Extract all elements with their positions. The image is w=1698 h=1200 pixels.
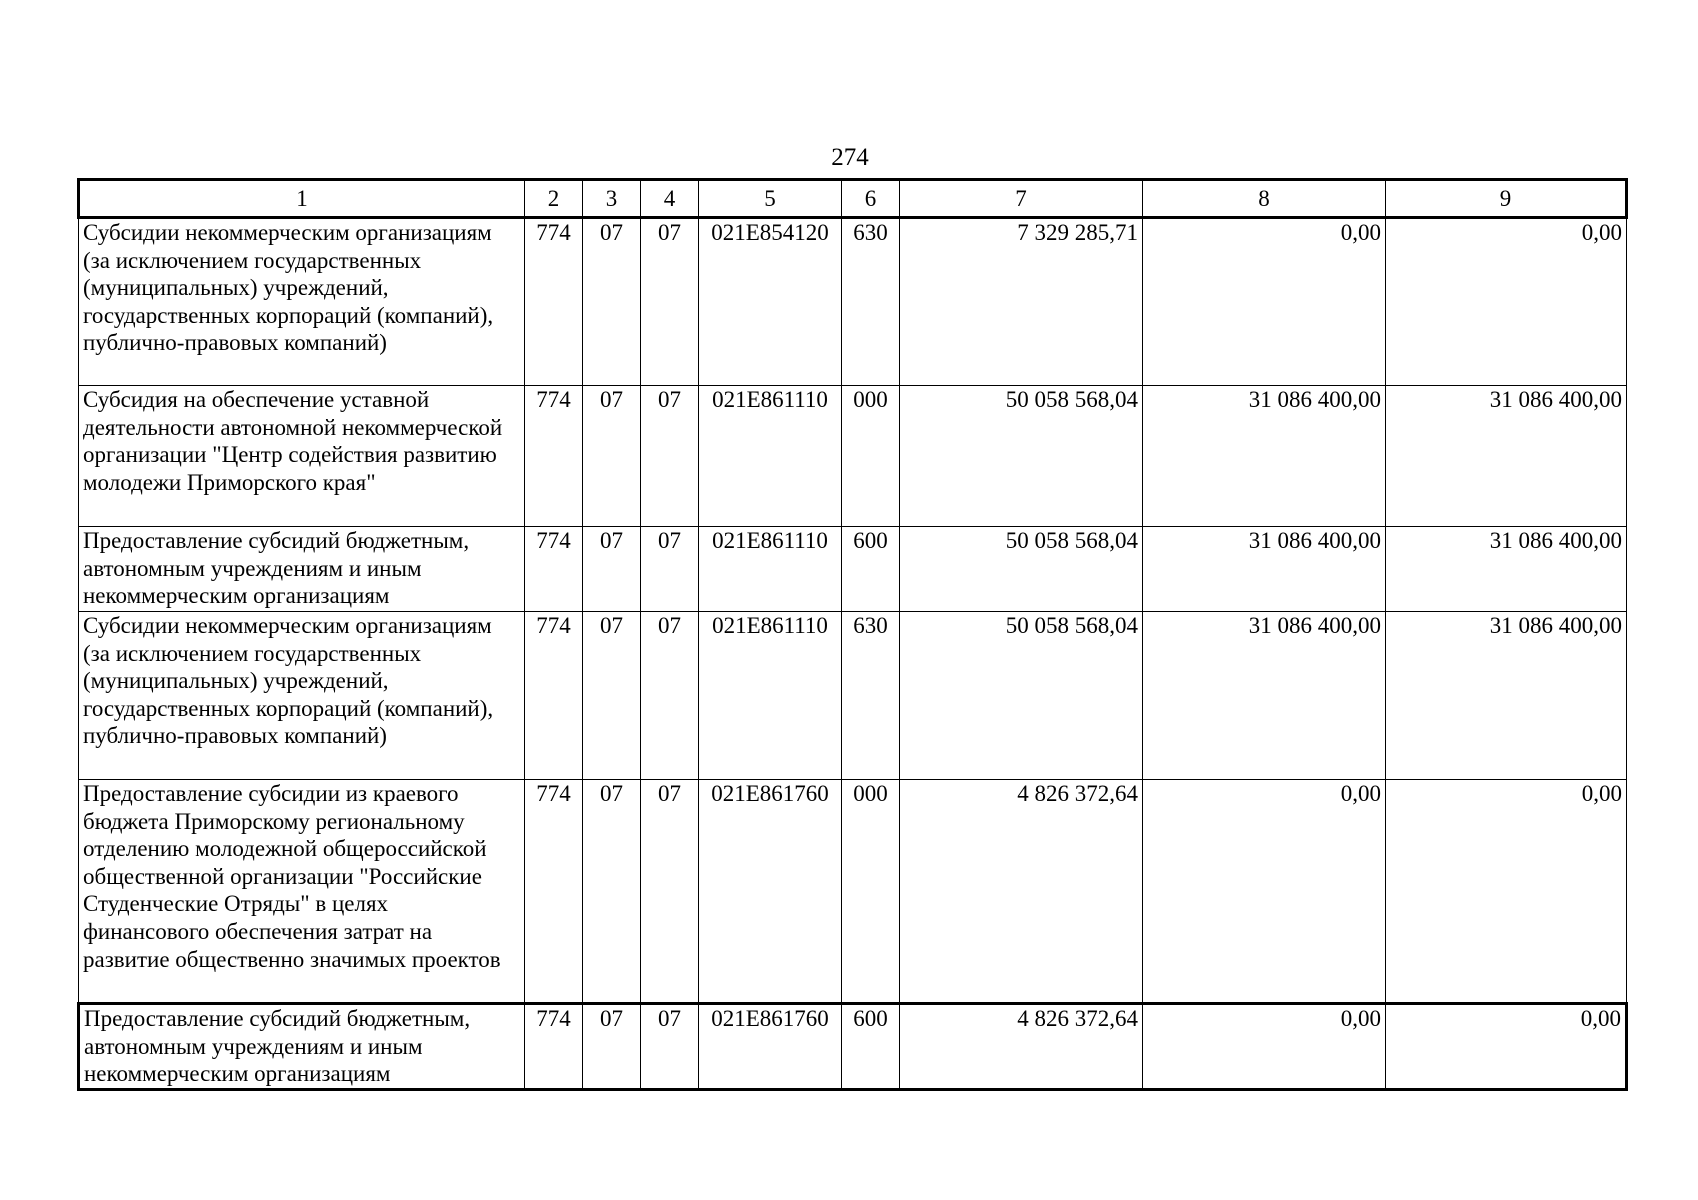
column-header: 6 bbox=[842, 180, 900, 218]
row-name-cell: Субсидии некоммерческим организациям (за исключением государственных (муниципальных) учреждений, государственных корпораций (компаний), публично-правовых компаний) bbox=[79, 612, 525, 780]
page-number: 274 bbox=[831, 144, 869, 171]
subsection-code-cell: 07 bbox=[641, 612, 699, 780]
target-article-cell: 021E861760 bbox=[699, 780, 842, 1004]
admin-code-cell: 774 bbox=[525, 386, 583, 527]
amount-col8-cell: 31 086 400,00 bbox=[1143, 386, 1386, 527]
table-row bbox=[79, 386, 1627, 527]
column-header: 8 bbox=[1143, 180, 1386, 218]
expense-type-cell: 000 bbox=[842, 386, 900, 527]
row-name-cell: Предоставление субсидий бюджетным, автономным учреждениям и иным некоммерческим организациям bbox=[79, 527, 525, 612]
subsection-code-cell: 07 bbox=[641, 386, 699, 527]
expense-type-cell: 630 bbox=[842, 612, 900, 780]
section-code-cell: 07 bbox=[583, 1004, 641, 1090]
section-code-cell: 07 bbox=[583, 386, 641, 527]
admin-code-cell: 774 bbox=[525, 527, 583, 612]
section-code-cell: 07 bbox=[583, 780, 641, 1004]
amount-col8-cell: 31 086 400,00 bbox=[1143, 612, 1386, 780]
table-row bbox=[79, 612, 1627, 780]
section-code-cell: 07 bbox=[583, 612, 641, 780]
amount-col9-cell: 31 086 400,00 bbox=[1386, 612, 1627, 780]
amount-col9-cell: 0,00 bbox=[1386, 218, 1627, 386]
row-name-cell: Предоставление субсидий бюджетным, автономным учреждениям и иным некоммерческим организациям bbox=[79, 1004, 525, 1090]
row-name-cell: Субсидии некоммерческим организациям (за исключением государственных (муниципальных) учреждений, государственных корпораций (компаний), публично-правовых компаний) bbox=[79, 218, 525, 386]
section-code-cell: 07 bbox=[583, 218, 641, 386]
target-article-cell: 021E861760 bbox=[699, 1004, 842, 1090]
amount-col7-cell: 4 826 372,64 bbox=[900, 780, 1143, 1004]
table-row bbox=[79, 1004, 1627, 1090]
subsection-code-cell: 07 bbox=[641, 218, 699, 386]
column-header: 7 bbox=[900, 180, 1143, 218]
section-code-cell: 07 bbox=[583, 527, 641, 612]
amount-col7-cell: 4 826 372,64 bbox=[900, 1004, 1143, 1090]
expense-type-cell: 630 bbox=[842, 218, 900, 386]
amount-col9-cell: 31 086 400,00 bbox=[1386, 527, 1627, 612]
target-article-cell: 021E861110 bbox=[699, 386, 842, 527]
expense-type-cell: 600 bbox=[842, 1004, 900, 1090]
amount-col8-cell: 31 086 400,00 bbox=[1143, 527, 1386, 612]
row-name-cell: Субсидия на обеспечение уставной деятельности автономной некоммерческой организации "Центр содействия развитию молодежи Приморского края" bbox=[79, 386, 525, 527]
target-article-cell: 021E854120 bbox=[699, 218, 842, 386]
column-header: 3 bbox=[583, 180, 641, 218]
admin-code-cell: 774 bbox=[525, 218, 583, 386]
amount-col8-cell: 0,00 bbox=[1143, 780, 1386, 1004]
budget-table bbox=[77, 178, 1628, 1091]
amount-col7-cell: 50 058 568,04 bbox=[900, 386, 1143, 527]
target-article-cell: 021E861110 bbox=[699, 612, 842, 780]
table-row bbox=[79, 218, 1627, 386]
amount-col7-cell: 50 058 568,04 bbox=[900, 612, 1143, 780]
admin-code-cell: 774 bbox=[525, 612, 583, 780]
expense-type-cell: 600 bbox=[842, 527, 900, 612]
table-header-row bbox=[79, 180, 1627, 218]
table-row bbox=[79, 527, 1627, 612]
table-row bbox=[79, 780, 1627, 1004]
subsection-code-cell: 07 bbox=[641, 780, 699, 1004]
column-header: 1 bbox=[79, 180, 525, 218]
column-header: 9 bbox=[1386, 180, 1627, 218]
amount-col8-cell: 0,00 bbox=[1143, 218, 1386, 386]
amount-col7-cell: 50 058 568,04 bbox=[900, 527, 1143, 612]
amount-col9-cell: 0,00 bbox=[1386, 780, 1627, 1004]
target-article-cell: 021E861110 bbox=[699, 527, 842, 612]
column-header: 4 bbox=[641, 180, 699, 218]
amount-col7-cell: 7 329 285,71 bbox=[900, 218, 1143, 386]
amount-col8-cell: 0,00 bbox=[1143, 1004, 1386, 1090]
amount-col9-cell: 0,00 bbox=[1386, 1004, 1627, 1090]
row-name-cell: Предоставление субсидии из краевого бюджета Приморскому региональному отделению молодежной общероссийской общественной организации "Российские Студенческие Отряды" в целях финансового обеспечения затрат на развитие общественно значимых проектов bbox=[79, 780, 525, 1004]
admin-code-cell: 774 bbox=[525, 780, 583, 1004]
admin-code-cell: 774 bbox=[525, 1004, 583, 1090]
amount-col9-cell: 31 086 400,00 bbox=[1386, 386, 1627, 527]
expense-type-cell: 000 bbox=[842, 780, 900, 1004]
column-header: 5 bbox=[699, 180, 842, 218]
column-header: 2 bbox=[525, 180, 583, 218]
subsection-code-cell: 07 bbox=[641, 1004, 699, 1090]
subsection-code-cell: 07 bbox=[641, 527, 699, 612]
